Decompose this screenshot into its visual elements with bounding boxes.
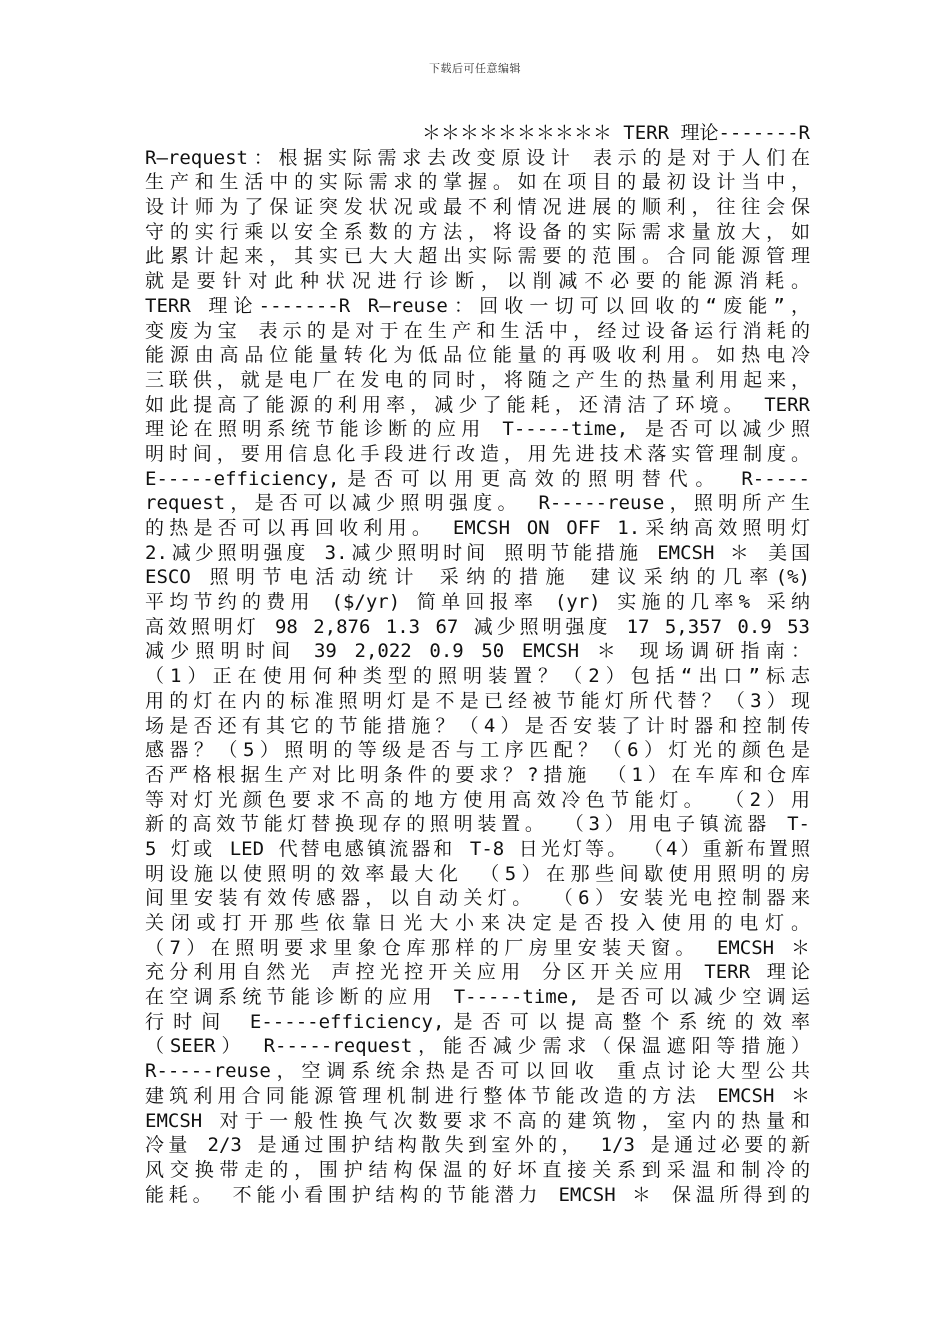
text-line: 5 灯或 LED 代替电感镇流器和 T-8 日光灯等。 （4）重新布置照 (145, 837, 810, 860)
text-line: 明设施以使照明的效率最大化 （5）在那些间歇使用照明的房 (145, 862, 810, 885)
text-line: 在空调系统节能诊断的应用 T-----time, 是否可以减少空调运 (145, 986, 810, 1009)
text-line: 如此提高了能源的利用率，减少了能耗，还清洁了环境。 TERR (145, 393, 810, 416)
text-line: 就是要针对此种状况进行诊断，以削减不必要的能源消耗。 (145, 270, 810, 293)
text-line: 用的灯在内的标准照明灯是不是已经被节能灯所代替？（3）现 (145, 689, 810, 712)
text-line: 设计师为了保证突发状况或最不利情况进展的顺利，往往会保 (145, 196, 810, 219)
text-line: TERR 理论-------R R—reuse：回收一切可以回收的“废能”， (145, 294, 810, 317)
text-line: 2.减少照明强度 3.减少照明时间 照明节能措施 EMCSH ＊ 美国 (145, 541, 810, 564)
text-line: 此累计起来，其实已大大超出实际需要的范围。合同能源管理 (145, 245, 810, 268)
text-line: 关闭或打开那些依靠日光大小来决定是否投入使用的电灯。 (145, 912, 810, 934)
text-line: 明时间，要用信息化手段进行改造，用先进技术落实管理制度。 (145, 442, 810, 465)
text-line: 充分利用自然光 声控光控开关应用 分区开关应用 TERR 理论 (145, 961, 810, 984)
text-line: R-----reuse，空调系统余热是否可以回收 重点讨论大型公共 (145, 1060, 810, 1083)
text-line: ESCO 照明节电活动统计 采纳的措施 建议采纳的几率(%) (145, 566, 810, 589)
body-text (145, 121, 810, 1207)
text-line: 理论在照明系统节能诊断的应用 T-----time, 是否可以减少照 (145, 418, 810, 441)
text-line: 高效照明灯 98 2,876 1.3 67 减少照明强度 17 5,357 0.9 53 (145, 615, 810, 638)
text-line: （1）正在使用何种类型的照明装置？（2）包括“出口”标志 (145, 665, 810, 688)
text-line: EMCSH 对于一般性换气次数要求不高的建筑物，室内的热量和 (145, 1109, 810, 1132)
text-line: 感器？（5）照明的等级是否与工序匹配？（6）灯光的颜色是 (145, 739, 810, 762)
text-line: 变废为宝 表示的是对于在生产和生活中，经过设备运行消耗的 (145, 319, 810, 342)
text-line: 新的高效节能灯替换现存的照明装置。 （3）用电子镇流器 T- (145, 813, 810, 836)
text-line: 减少照明时间 39 2,022 0.9 50 EMCSH ＊ 现场调研指南： (145, 640, 810, 663)
text-line: 能源由高品位能量转化为低品位能量的再吸收利用。如热电冷 (145, 344, 810, 367)
text-line: 三联供，就是电厂在发电的同时，将随之产生的热量利用起来， (145, 368, 810, 391)
text-line: 等对灯光颜色要求不高的地方使用高效冷色节能灯。 （2）用 (145, 788, 810, 811)
text-line: 能耗。 不能小看围护结构的节能潜力 EMCSH ＊ 保温所得到的 (145, 1183, 810, 1206)
text-line: E-----efficiency,是否可以用更高效的照明替代。 R----- (145, 467, 810, 490)
text-line: 间里安装有效传感器，以自动关灯。 （6）安装光电控制器来 (145, 887, 810, 910)
text-line: 冷量 2/3 是通过围护结构散失到室外的， 1/3 是通过必要的新 (145, 1134, 810, 1157)
text-line: 建筑利用合同能源管理机制进行整体节能改造的方法 EMCSH ＊ (145, 1084, 810, 1107)
text-line: R—request：根据实际需求去改变原设计 表示的是对于人们在 (145, 146, 810, 169)
text-line: 否严格根据生产对比明条件的要求？?措施 （1）在车库和仓库 (145, 763, 810, 786)
text-line: 风交换带走的，围护结构保温的好坏直接关系到采温和制冷的 (145, 1158, 810, 1181)
text-line: 生产和生活中的实际需求的掌握。如在项目的最初设计当中， (145, 171, 810, 194)
text-line: 守的实行乘以安全系数的方法，将设备的实际需求量放大，如 (145, 220, 810, 243)
text-line: 行时间 E-----efficiency,是否可以提高整个系统的效率 (145, 1010, 810, 1033)
text-line: （SEER） R-----request，能否减少需求（保温遮阳等措施） (145, 1035, 810, 1058)
text-line: request，是否可以减少照明强度。 R-----reuse，照明所产生 (145, 492, 810, 515)
text-line: 的热是否可以再回收利用。 EMCSH ON OFF 1.采纳高效照明灯 (145, 517, 810, 539)
text-line: ＊＊＊＊＊＊＊＊＊＊ TERR 理论-------R (421, 122, 810, 144)
header-note: 下载后可任意编辑 (429, 62, 521, 75)
text-line: 平均节约的费用 ($/yr) 简单回报率 (yr) 实施的几率% 采纳 (145, 591, 810, 614)
text-line: （7）在照明要求里象仓库那样的厂房里安装天窗。 EMCSH ＊ (145, 936, 810, 959)
text-line: 场是否还有其它的节能措施？（4）是否安装了计时器和控制传 (145, 714, 810, 737)
